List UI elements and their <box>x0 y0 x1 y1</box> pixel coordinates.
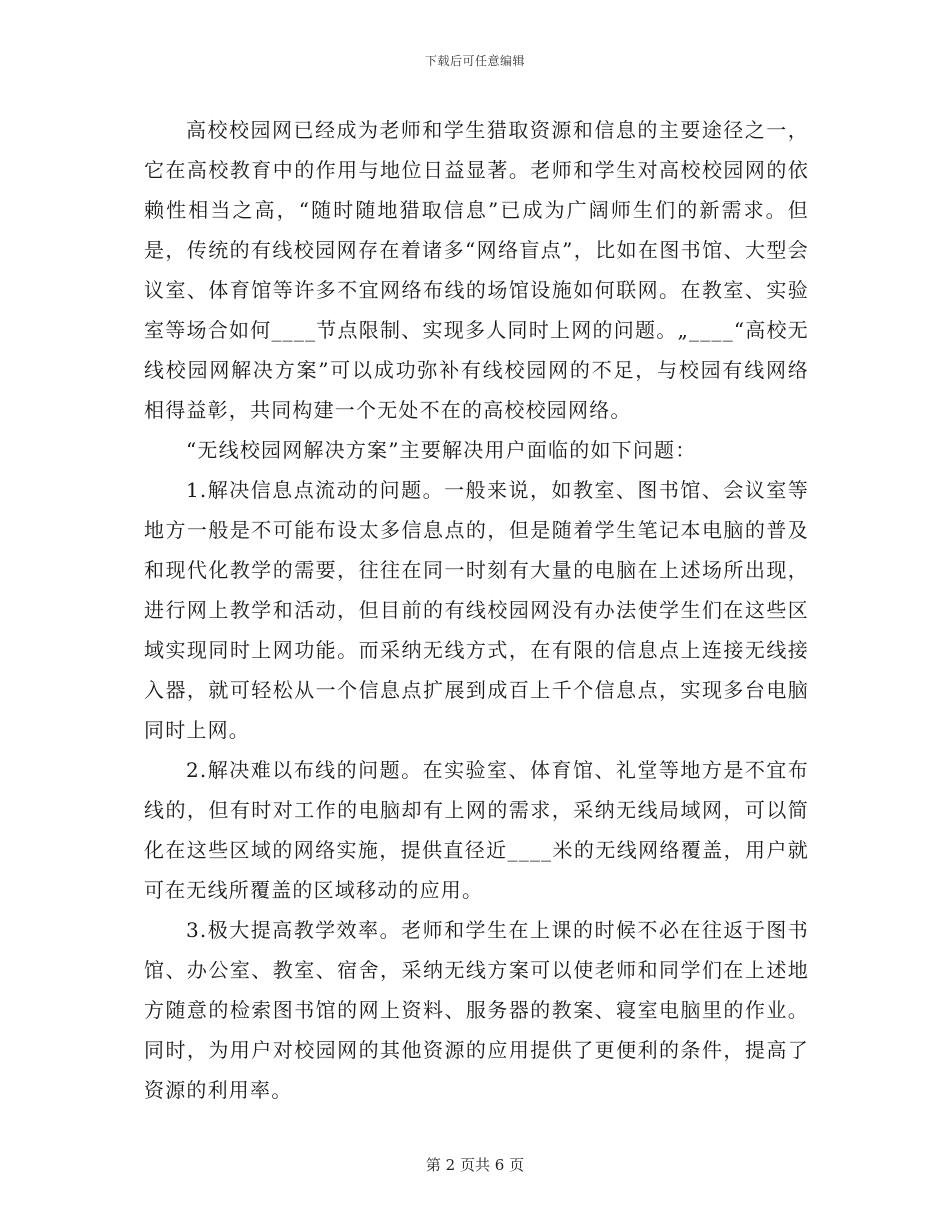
point-1-paragraph: 1.解决信息点流动的问题。一般来说，如教室、图书馆、会议室等地方一般是不可能布设太多信息点的，但是随着学生笔记本电脑的普及和现代化教学的需要，往往在同一时刻有大量的电脑在上述场所出现，进行网上教学和活动，但目前的有线校园网没有办法使学生们在这些区域实现同时上网功能。而采纳无线方式，在有限的信息点上连接无线接入器，就可轻松从一个信息点扩展到成百上千个信息点，实现多台电脑同时上网。 <box>144 478 809 742</box>
document-body <box>144 110 809 1110</box>
problems-intro-paragraph: “无线校园网解决方案”主要解决用户面临的如下问题： <box>186 438 697 462</box>
page-number-footer: 第 2 页共 6 页 <box>425 1156 525 1174</box>
intro-paragraph: 高校校园网已经成为老师和学生猎取资源和信息的主要途径之一，它在高校教育中的作用与地位日益显著。老师和学生对高校校园网的依赖性相当之高，“随时随地猎取信息”已成为广阔师生们的新需求。但是，传统的有线校园网存在着诸多“网络盲点”，比如在图书馆、大型会议室、体育馆等许多不宜网络布线的场馆设施如何联网。在教室、实验室等场合如何____节点限制、实现多人同时上网的问题。„____“高校无线校园网解决方案”可以成功弥补有线校园网的不足，与校园有线网络相得益彰，共同构建一个无处不在的高校校园网络。 <box>144 118 809 422</box>
page-header: 下载后可任意编辑 <box>424 54 525 68</box>
point-3-paragraph: 3.极大提高教学效率。老师和学生在上课的时候不必在往返于图书馆、办公室、教室、宿舍，采纳无线方案可以使老师和同学们在上述地方随意的检索图书馆的网上资料、服务器的教案、寝室电脑里的作业。同时，为用户对校园网的其他资源的应用提供了更便利的条件，提高了资源的利用率。 <box>144 918 809 1102</box>
point-2-paragraph: 2.解决难以布线的问题。在实验室、体育馆、礼堂等地方是不宜布线的，但有时对工作的电脑却有上网的需求，采纳无线局域网，可以简化在这些区域的网络实施，提供直径近____米的无线网络覆盖，用户就可在无线所覆盖的区域移动的应用。 <box>144 758 809 902</box>
